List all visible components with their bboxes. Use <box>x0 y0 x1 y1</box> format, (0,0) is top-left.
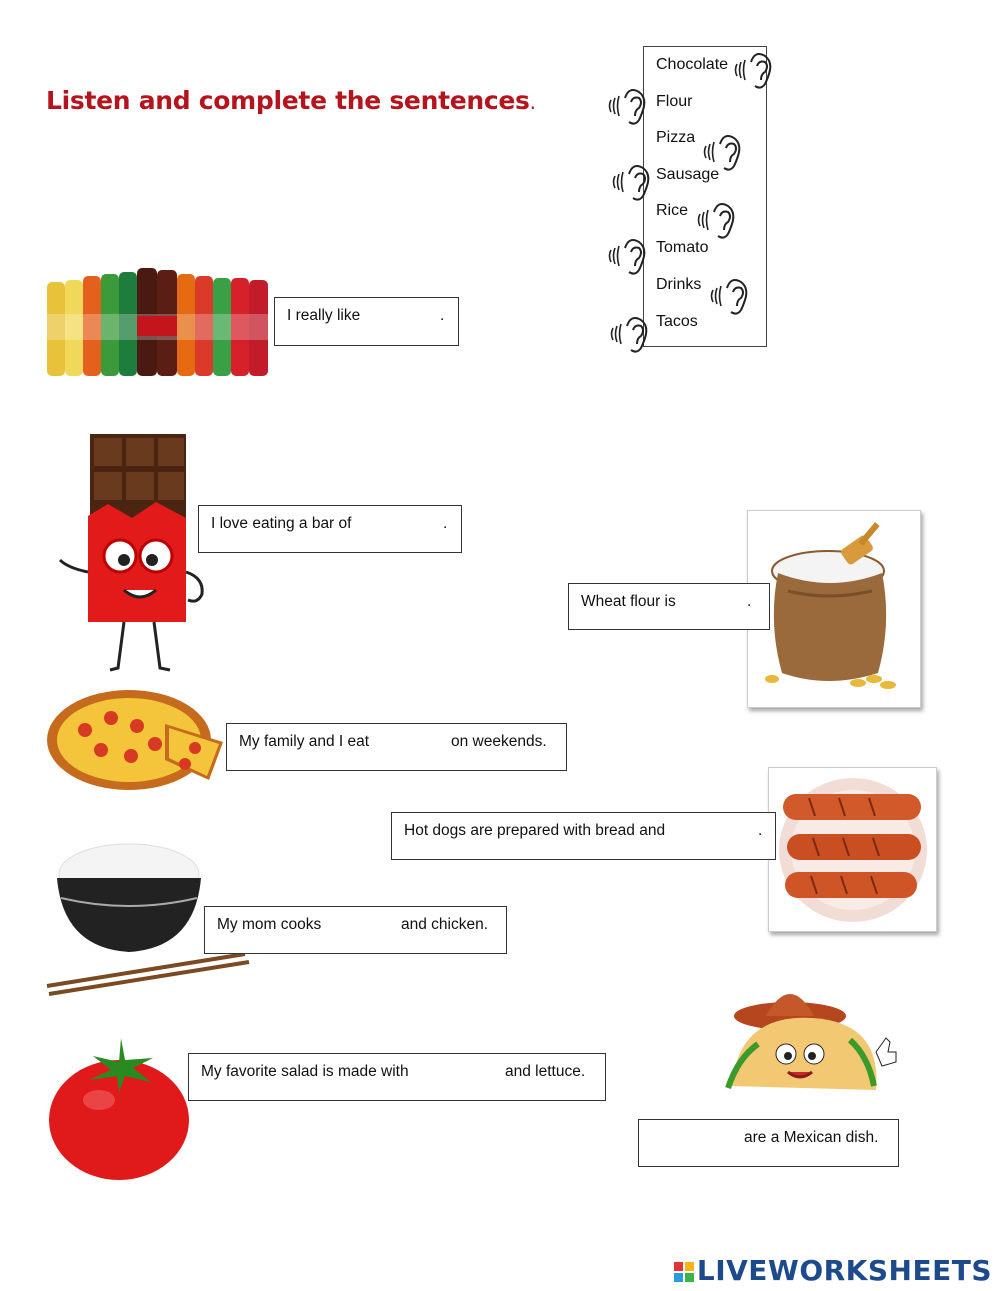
taco-image <box>718 976 903 1116</box>
logo-cube-icon <box>674 1262 694 1282</box>
sausage-image <box>769 768 936 931</box>
sausage-image-frame <box>768 767 937 932</box>
ear-icon-rice[interactable] <box>696 198 738 242</box>
word-rice: Rice <box>656 202 689 219</box>
tomato-image <box>47 1030 192 1182</box>
ear-icon-tacos[interactable] <box>609 312 651 356</box>
flour-sack-image <box>748 511 920 707</box>
sentence-box-drinks[interactable]: I really like . <box>274 297 459 346</box>
flour-image-frame <box>747 510 921 708</box>
page-title: Listen and complete the sentences. <box>46 86 536 115</box>
word-chocolate: Chocolate <box>656 56 729 73</box>
sentence-box-tomato[interactable]: My favorite salad is made with and lettuce. <box>188 1053 606 1101</box>
ear-icon-pizza[interactable] <box>702 130 744 174</box>
ear-icon-drinks[interactable] <box>709 274 751 318</box>
chocolate-bar-image <box>52 432 212 676</box>
liveworksheets-logo: LIVEWORKSHEETS <box>674 1254 992 1287</box>
sentence-box-chocolate[interactable]: I love eating a bar of . <box>198 505 462 553</box>
word-flour: Flour <box>656 93 693 110</box>
word-sausage: Sausage <box>656 166 720 183</box>
ear-icon-sausage[interactable] <box>611 160 653 204</box>
ear-icon-chocolate[interactable] <box>733 48 775 92</box>
word-drinks: Drinks <box>656 276 702 293</box>
pizza-image <box>45 684 227 798</box>
ear-icon-tomato[interactable] <box>607 234 649 278</box>
sentence-box-rice[interactable]: My mom cooks and chicken. <box>204 906 507 954</box>
sentence-box-pizza[interactable]: My family and I eat on weekends. <box>226 723 567 771</box>
word-tomato: Tomato <box>656 239 709 256</box>
word-pizza: Pizza <box>656 129 696 146</box>
drinks-bottles-image <box>45 264 270 378</box>
sentence-box-flour[interactable]: Wheat flour is . <box>568 583 770 630</box>
word-tacos: Tacos <box>656 313 698 330</box>
sentence-box-sausage[interactable]: Hot dogs are prepared with bread and . <box>391 812 776 860</box>
ear-icon-flour[interactable] <box>607 84 649 128</box>
sentence-box-tacos[interactable]: are a Mexican dish. <box>638 1119 899 1167</box>
